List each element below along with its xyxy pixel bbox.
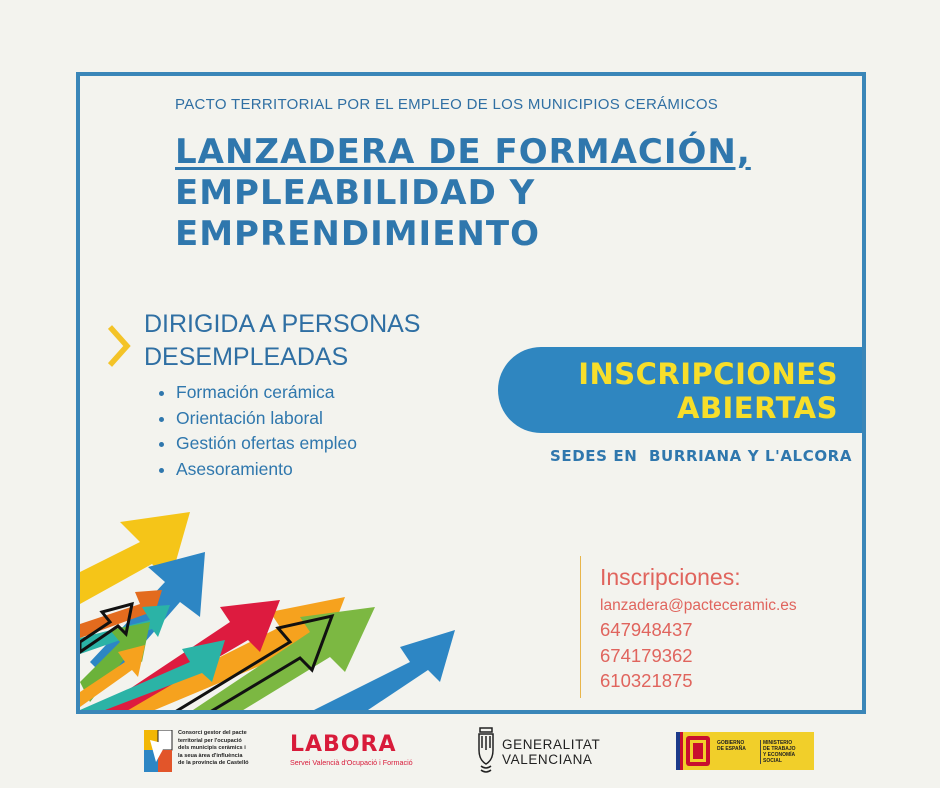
phone-number[interactable]: 647948437 <box>600 619 693 640</box>
consorci-line: Consorci gestor del pacte <box>178 730 247 736</box>
labora-logo <box>290 732 415 772</box>
title-line-2: EMPLEABILIDAD Y <box>175 173 536 213</box>
gobierno-text <box>717 740 757 752</box>
consorci-line: de la província de Castelló <box>178 760 249 767</box>
title-line-1: LANZADERA DE FORMACIÓN, <box>175 132 751 172</box>
ministerio-text <box>760 740 815 764</box>
gobierno-logo <box>676 732 814 770</box>
consorci-line: la seua àrea d'influència <box>178 752 243 759</box>
chevron-right-icon <box>106 324 132 368</box>
consorci-emblem-icon <box>144 730 174 774</box>
phone-number[interactable]: 610321875 <box>600 670 693 691</box>
banner-line-1: INSCRIPCIONES <box>578 357 838 391</box>
list-item: • Formación cerámica <box>176 380 357 406</box>
locations-text: SEDES EN BURRIANA Y L'ALCORA <box>550 447 853 465</box>
labora-subtitle: Servei Valencià d'Ocupació i Formació <box>290 758 413 767</box>
contact-label: Inscripciones: <box>600 564 741 590</box>
gva-text <box>502 737 600 767</box>
consorci-text <box>178 730 256 768</box>
poster-frame <box>76 72 866 714</box>
ministerio-line: DE TRABAJO <box>763 746 796 752</box>
gva-logo <box>476 726 606 776</box>
ministerio-line: MINISTERIO <box>763 740 793 746</box>
registration-banner <box>498 347 866 433</box>
gva-shield-logo <box>476 726 496 774</box>
email-link[interactable]: lanzadera@pacteceramic.es <box>600 597 797 614</box>
services-list <box>152 380 357 482</box>
title-line-3: EMPRENDIMIENTO <box>175 214 540 254</box>
labora-name: LABORA <box>290 732 397 757</box>
pretitle: PACTO TERRITORIAL POR EL EMPLEO DE LOS MUNICIPIOS CERÁMICOS <box>175 96 719 113</box>
gva-line: GENERALITAT <box>502 737 601 752</box>
phone-number[interactable]: 674179362 <box>600 644 693 666</box>
list-item: • Gestión ofertas empleo <box>176 431 357 457</box>
sponsor-logos <box>0 720 940 788</box>
consorci-logo <box>144 730 254 778</box>
spain-coat-of-arms-logo <box>676 732 716 770</box>
gobierno-line: GOBIERNO <box>717 740 745 746</box>
ministerio-line: Y ECONOMÍA SOCIAL <box>763 752 795 764</box>
registration-banner-text <box>578 357 838 425</box>
arrows-graphic <box>80 512 500 712</box>
main-title <box>175 132 751 255</box>
consorci-line: dels municipis ceràmics i <box>178 745 246 752</box>
target-line-2: DESEMPLEADAS <box>144 343 349 371</box>
list-item: • Asesoramiento <box>176 457 357 483</box>
gobierno-line: DE ESPAÑA <box>717 746 746 752</box>
gva-line: VALENCIANA <box>502 752 593 767</box>
target-audience <box>144 308 420 374</box>
target-line-1: DIRIGIDA A PERSONAS <box>144 310 421 338</box>
banner-line-2: ABIERTAS <box>676 391 838 425</box>
list-item: • Orientación laboral <box>176 406 357 432</box>
consorci-line: territorial per l'ocupació <box>178 737 242 744</box>
contact-block <box>580 556 830 698</box>
